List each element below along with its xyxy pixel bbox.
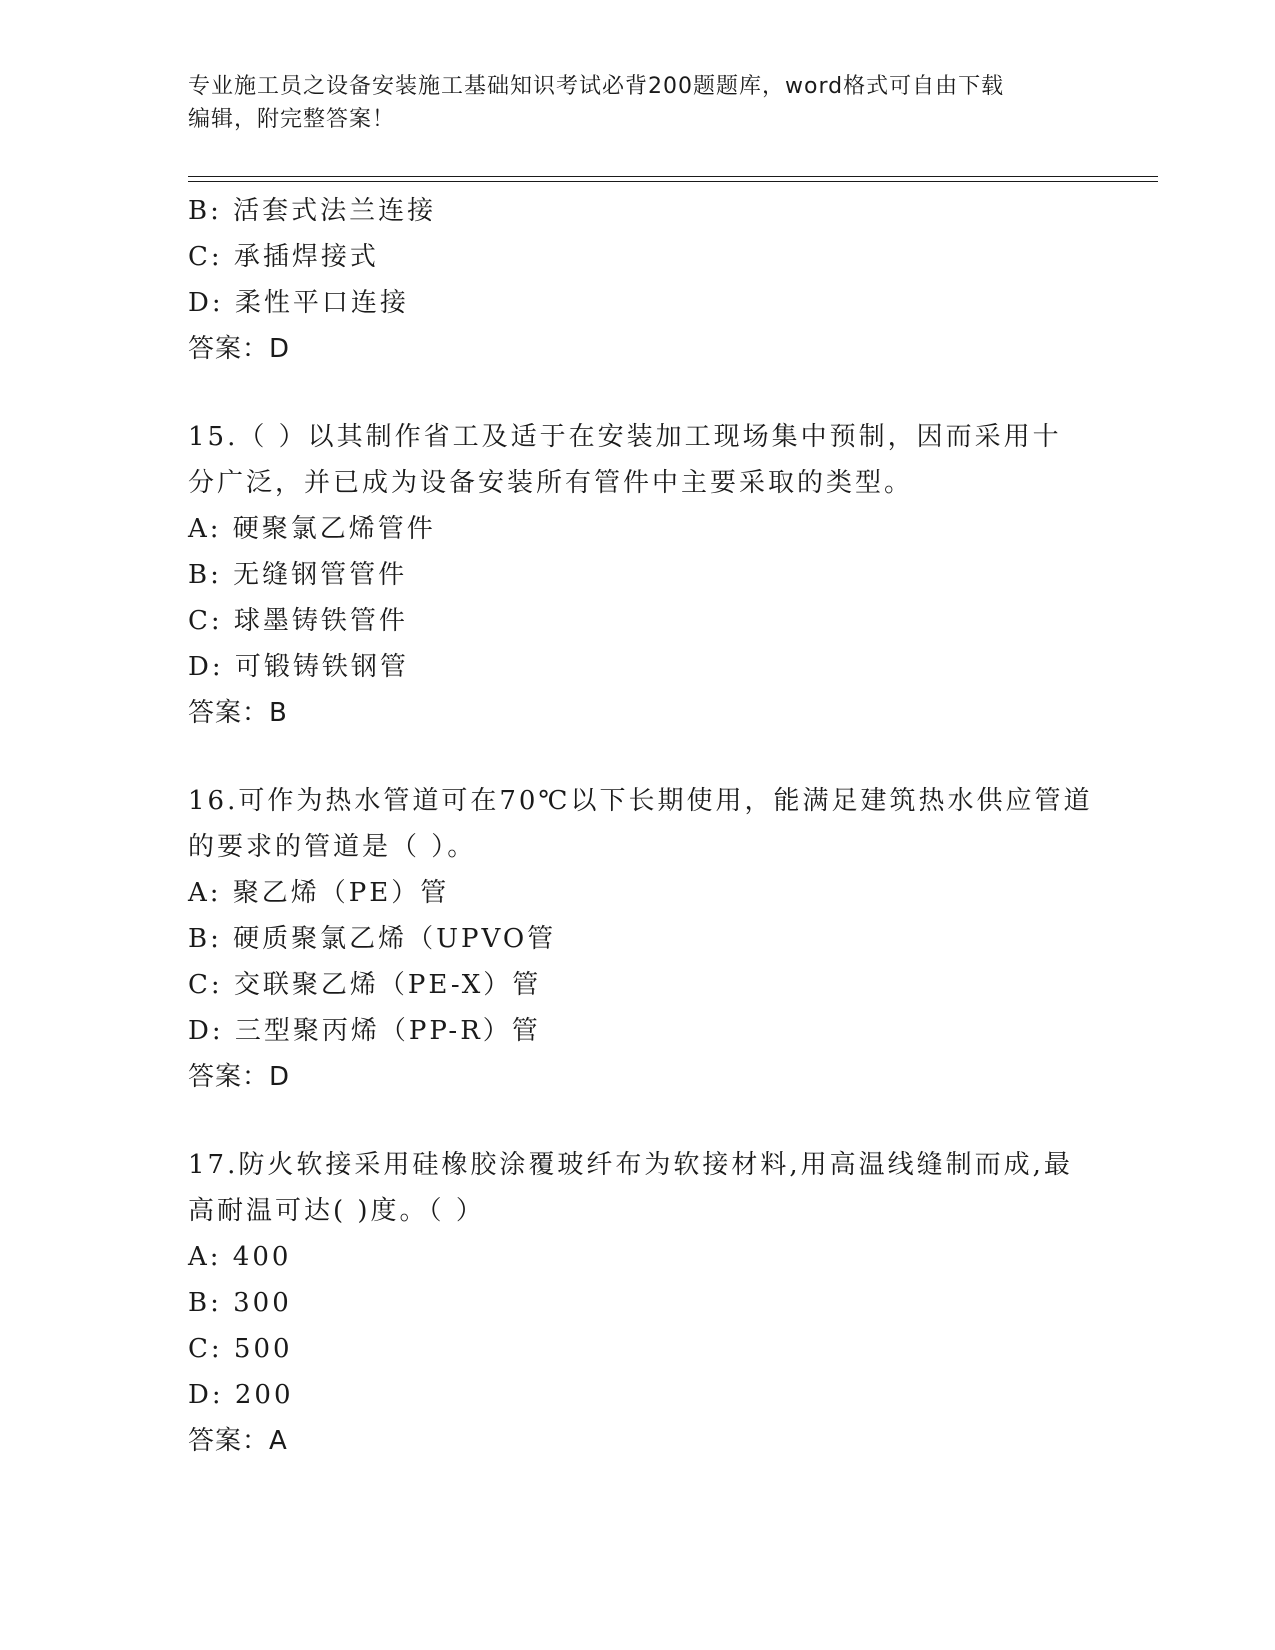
- header-divider-top: [188, 176, 1158, 177]
- answer: 答案：D: [188, 1062, 291, 1092]
- option-b: B: 活套式法兰连接: [188, 196, 437, 226]
- option-b: B: 硬质聚氯乙烯（UPVO管: [188, 924, 557, 954]
- option-b: B: 300: [188, 1288, 292, 1318]
- question-content: [188, 188, 1108, 1464]
- option-d: D: 200: [188, 1380, 294, 1410]
- question-17: [188, 1142, 1108, 1464]
- question-15: [188, 414, 1108, 736]
- question-text-line-1: 17.防火软接采用硅橡胶涂覆玻纤布为软接材料,用高温线缝制而成,最: [188, 1150, 1073, 1180]
- option-c: C: 承插焊接式: [188, 242, 379, 272]
- answer: 答案：D: [188, 334, 291, 364]
- option-d: D: 柔性平口连接: [188, 288, 409, 318]
- header-divider-bottom: [188, 181, 1158, 182]
- document-header: [188, 70, 1088, 136]
- question-text-line-2: 高耐温可达( )度。（ ）: [188, 1196, 485, 1226]
- option-c: C: 500: [188, 1334, 293, 1364]
- answer: 答案：B: [188, 698, 288, 728]
- answer: 答案：A: [188, 1426, 288, 1456]
- header-line-1: 专业施工员之设备安装施工基础知识考试必背200题题库，word格式可自由下载: [188, 74, 1005, 99]
- option-a: A: 400: [188, 1242, 292, 1272]
- header-line-2: 编辑，附完整答案！: [188, 107, 396, 132]
- question-text-line-2: 分广泛，并已成为设备安装所有管件中主要采取的类型。: [188, 468, 914, 498]
- option-d: D: 三型聚丙烯（PP-R）管: [188, 1016, 541, 1046]
- option-a: A: 聚乙烯（PE）管: [188, 878, 450, 908]
- option-a: A: 硬聚氯乙烯管件: [188, 514, 436, 544]
- question-16: [188, 778, 1108, 1100]
- question-text-line-2: 的要求的管道是（ ）。: [188, 832, 477, 862]
- question-text-line-1: 16.可作为热水管道可在70℃以下长期使用，能满足建筑热水供应管道: [188, 786, 1093, 816]
- option-d: D: 可锻铸铁钢管: [188, 652, 409, 682]
- question-text-line-1: 15.（ ）以其制作省工及适于在安装加工现场集中预制，因而采用十: [188, 422, 1062, 452]
- option-b: B: 无缝钢管管件: [188, 560, 408, 590]
- option-c: C: 交联聚乙烯（PE-X）管: [188, 970, 542, 1000]
- option-c: C: 球墨铸铁管件: [188, 606, 408, 636]
- question-14-continuation: [188, 188, 1108, 372]
